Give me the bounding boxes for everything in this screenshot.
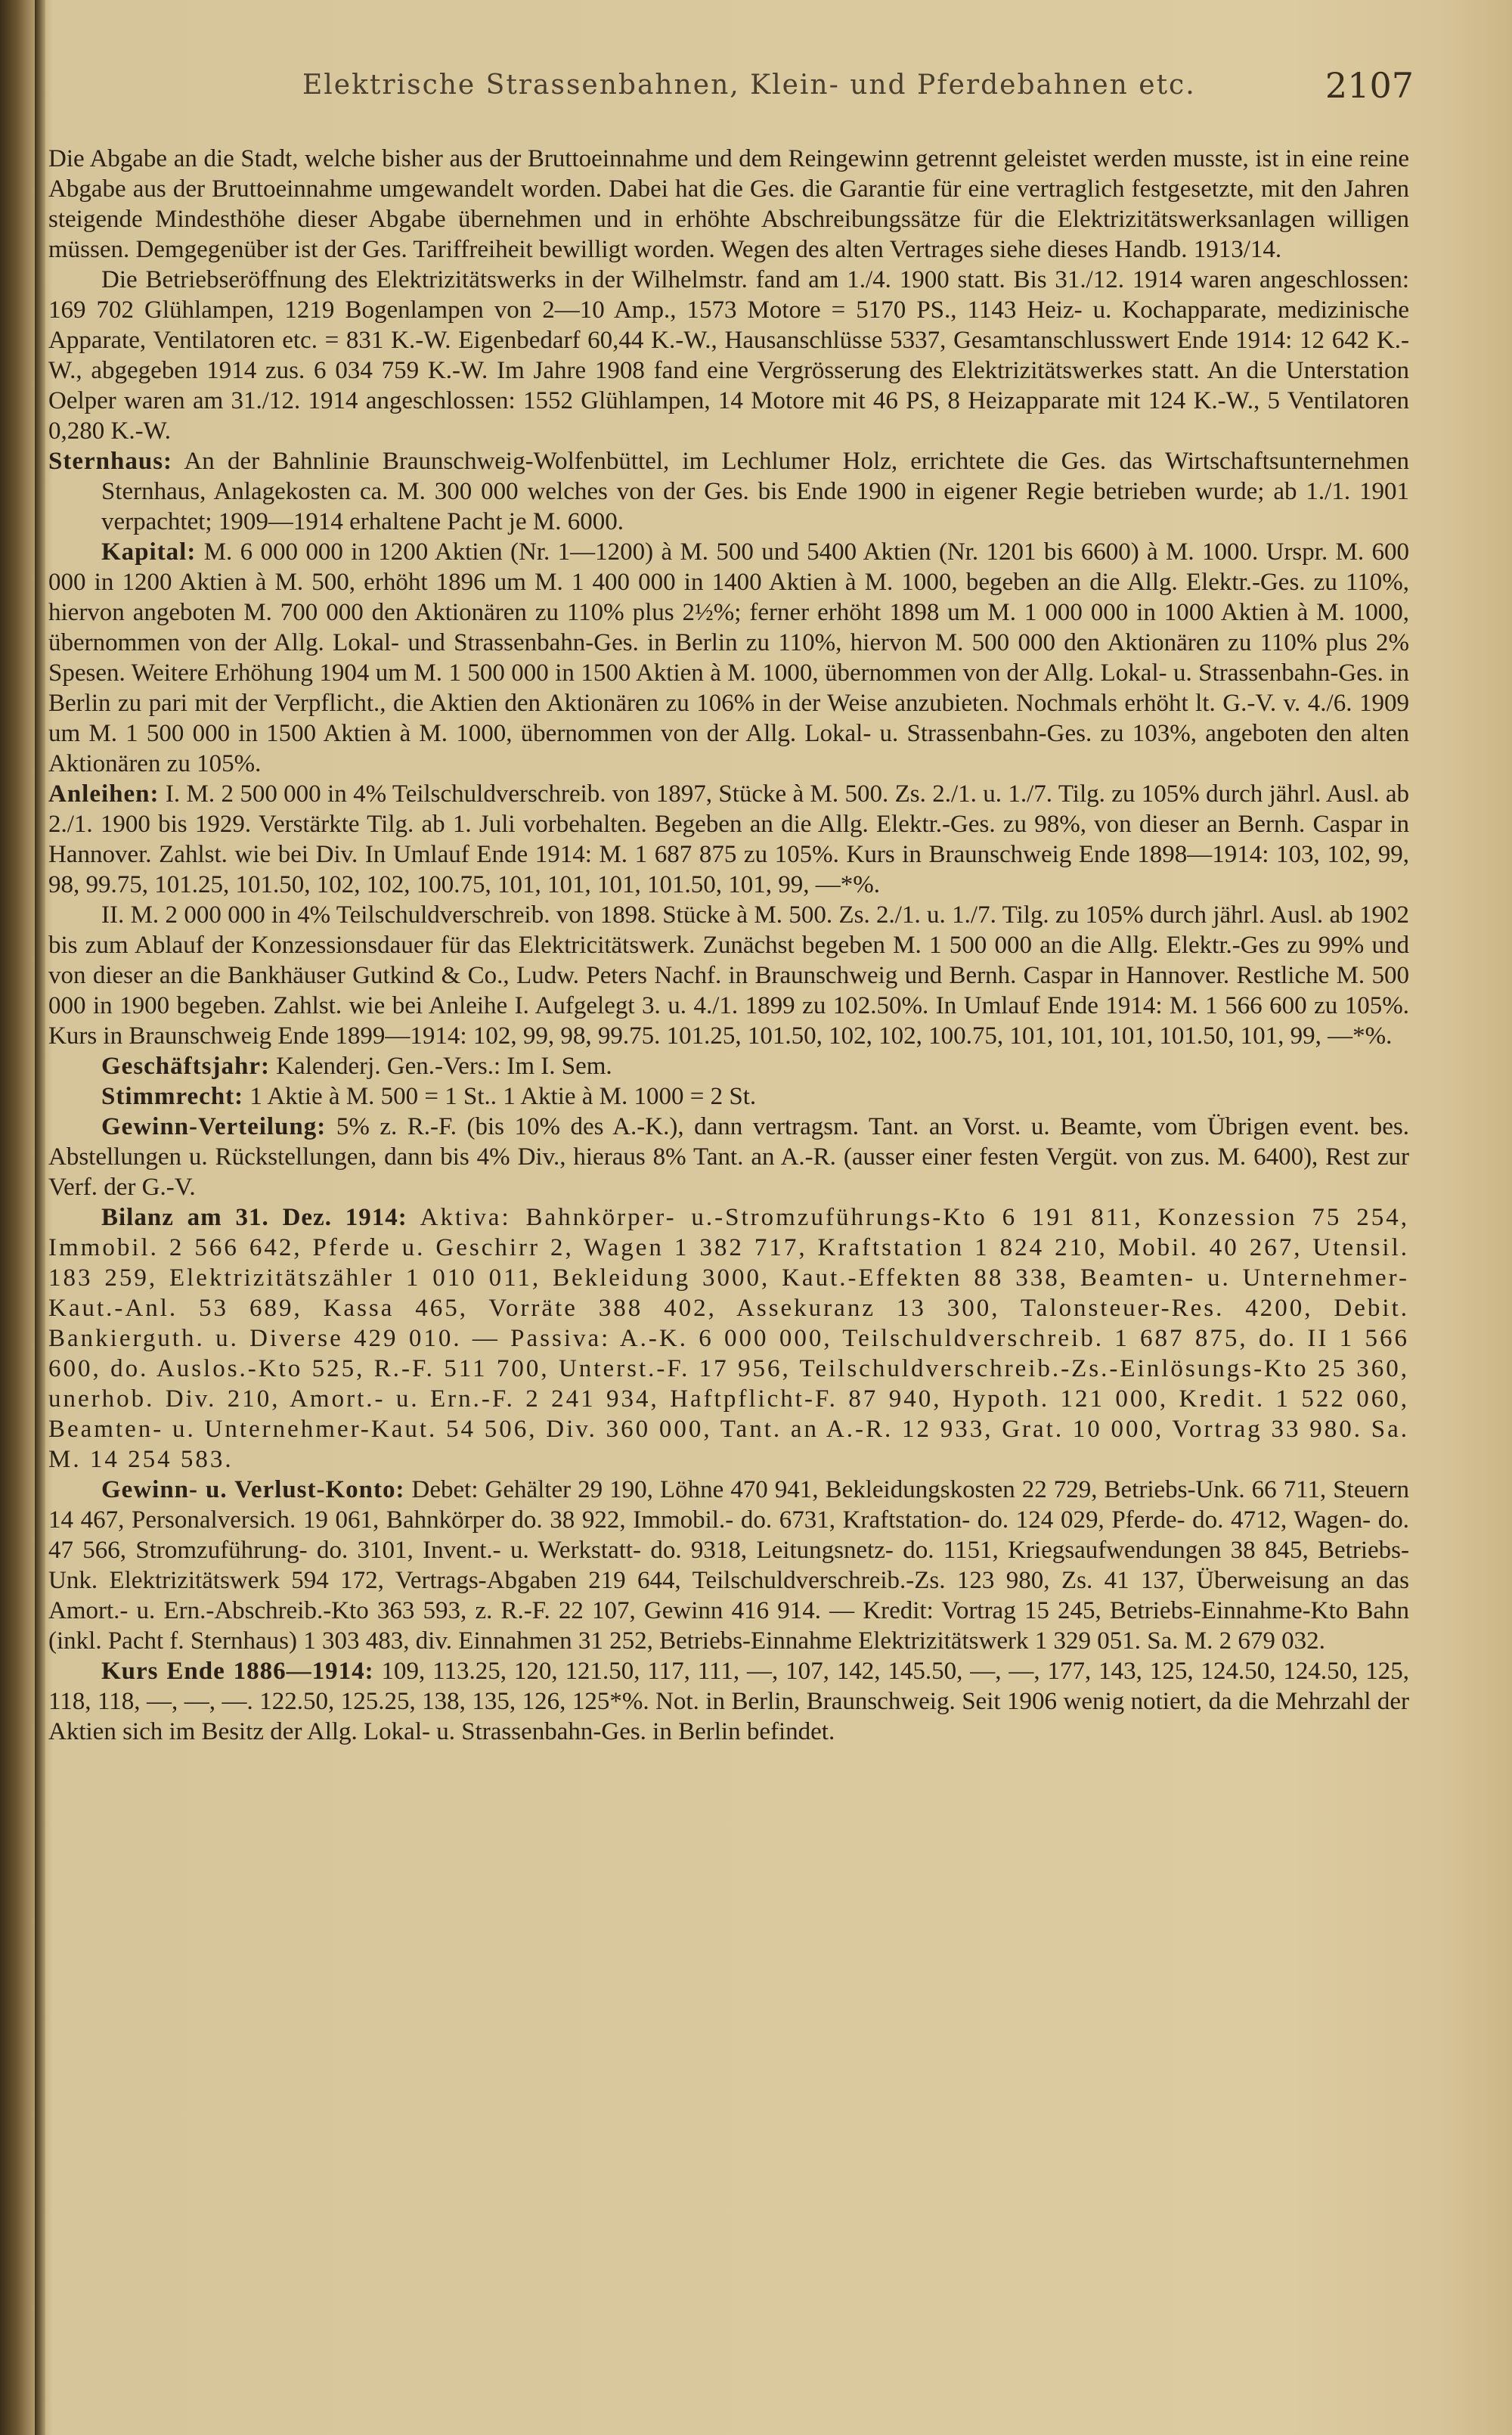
paragraph-text: Die Abgabe an die Stadt, welche bisher aus der Bruttoeinnahme und dem Reingewinn getrennt geleistet werden musste, ist in eine reine Abgabe aus der Bruttoeinnahme umgewandelt worden. Dabei hat die Ges. die Garantie für eine vertraglich festgesetzte, mit den Jahren steigende Mindesthöhe dieser Abgabe übernehmen und in erhöhte Abschreibungssätze für die Elektrizitätswerksanlagen willigen müssen. Demgegenüber ist der Ges. Tariffreiheit bewilligt worden. Wegen des alten Vertrages siehe dieses Handb. 1913/14. (48, 145, 1409, 263)
paragraph-abgabe (48, 144, 1409, 265)
paragraph-betriebseroeffnung (48, 265, 1409, 446)
paragraph-text: M. 6 000 000 in 1200 Aktien (Nr. 1—1200) à M. 500 und 5400 Aktien (Nr. 1201 bis 6600) à M. 1000. Urspr. M. 600 000 in 1200 Aktien à M. 500, erhöht 1896 um M. 1 400 000 in 1400 Aktien à M. 1000, begeben an die Allg. Elektr.-Ges. zu 110%, hiervon angeboten M. 700 000 den Aktionären zu 110% plus 2½%; ferner erhöht 1898 um M. 1 000 000 in 1000 Aktien à M. 1000, übernommen von der Allg. Lokal- und Strassenbahn-Ges. in Berlin zu 110%, hiervon M. 500 000 den Aktionären zu 110% plus 2% Spesen. Weitere Erhöhung 1904 um M. 1 500 000 in 1500 Aktien à M. 1000, übernommen von der Allg. Lokal- u. Strassenbahn-Ges. in Berlin zu pari mit der Verpflicht., die Aktien den Aktionären zu 106% in der Weise anzubieten. Nochmals erhöht lt. G.-V. v. 4./6. 1909 um M. 1 500 000 in 1500 Aktien à M. 1000, übernommen von der Allg. Lokal- u. Strassenbahn-Ges. zu 103%, angeboten den alten Aktionären zu 105%. (48, 538, 1410, 777)
paragraph-sternhaus (48, 446, 1409, 537)
section-label: Kurs Ende 1886—1914: (101, 1658, 374, 1685)
paragraph-bilanz (48, 1202, 1409, 1475)
paragraph-gewinn-verteilung (48, 1112, 1409, 1202)
paragraph-kurs (48, 1656, 1409, 1747)
paragraph-anleihen (48, 779, 1409, 900)
section-label: Sternhaus: (48, 448, 173, 475)
paragraph-text: II. M. 2 000 000 in 4% Teilschuldverschreib. von 1898. Stücke à M. 500. Zs. 2./1. u. 1./7. Tilg. zu 105% durch jährl. Ausl. ab 1902 bis zum Ablauf der Konzessionsdauer für das Elektricitätswerk. Zunächst begeben M. 1 500 000 an die Allg. Elektr.-Ges zu 99% und von dieser an die Bankhäuser Gutkind & Co., Ludw. Peters Nachf. in Braunschweig und Bernh. Caspar in Hannover. Restliche M. 500 000 in 1900 begeben. Zahlst. wie bei Anleihe I. Aufgelegt 3. u. 4./1. 1899 zu 102.50%. In Umlauf Ende 1914: M. 1 566 600 zu 105%. Kurs in Braunschweig Ende 1899—1914: 102, 99, 98, 99.75. 101.25, 101.50, 102, 102, 100.75, 101, 101, 101, 101.50, 101, 99, —*%. (48, 901, 1409, 1050)
book-binding-shadow (35, 0, 45, 2435)
paragraph-anleihe-ii (48, 900, 1409, 1051)
paragraph-text: 5% z. R.-F. (bis 10% des A.-K.), dann vertragsm. Tant. an Vorst. u. Beamte, vom Übrigen event. bes. Abstellungen u. Rückstellungen, dann bis 4% Div., hieraus 8% Tant. an A.-R. (ausser einer festen Vergüt. von zus. M. 6400), Rest zur Verf. der G.-V. (48, 1113, 1409, 1201)
page-body (48, 144, 1409, 1747)
paragraph-text: Aktiva: Bahnkörper- u.-Stromzuführungs-Kto 6 191 811, Konzession 75 254, Immobil. 2 566 642, Pferde u. Geschirr 2, Wagen 1 382 717, Kraftstation 1 824 210, Mobil. 40 267, Utensil. 183 259, Elektrizitätszähler 1 010 011, Bekleidung 3000, Kaut.-Effekten 88 338, Beamten- u. Unternehmer-Kaut.-Anl. 53 689, Kassa 465, Vorräte 388 402, Assekuranz 13 300, Talonsteuer-Res. 4200, Debit. Bankierguth. u. Diverse 429 010. — Passiva: A.-K. 6 000 000, Teilschuldverschreib. 1 687 875, do. II 1 566 600, do. Auslos.-Kto 525, R.-F. 511 700, Unterst.-F. 17 956, Teilschuldverschreib.-Zs.-Einlösungs-Kto 25 360, unerhob. Div. 210, Amort.- u. Ern.-F. 2 241 934, Haftpflicht-F. 87 940, Hypoth. 121 000, Kredit. 1 522 060, Beamten- u. Unternehmer-Kaut. 54 506, Div. 360 000, Tant. an A.-R. 12 933, Grat. 10 000, Vortrag 33 980. Sa. M. 14 254 583. (48, 1204, 1410, 1473)
section-label: Gewinn- u. Verlust-Konto: (101, 1476, 405, 1503)
paragraph-geschaeftsjahr (48, 1051, 1409, 1081)
paragraph-text: I. M. 2 500 000 in 4% Teilschuldverschreib. von 1897, Stücke à M. 500. Zs. 2./1. u. 1./7. Tilg. zu 105% durch jährl. Ausl. ab 2./1. 1900 bis 1929. Verstärkte Tilg. ab 1. Juli vorbehalten. Begeben an die Allg. Elektr.-Ges. zu 98%, von dieser an Bernh. Caspar in Hannover. Zahlst. wie bei Div. In Umlauf Ende 1914: M. 1 687 875 zu 105%. Kurs in Braunschweig Ende 1898—1914: 103, 102, 99, 98, 99.75, 101.25, 101.50, 102, 102, 100.75, 101, 101, 101, 101.50, 101, 99, —*%. (48, 780, 1409, 898)
section-label: Geschäftsjahr: (101, 1053, 270, 1080)
paragraph-text: An der Bahnlinie Braunschweig-Wolfenbüttel, im Lechlumer Holz, errichtete die Ges. das Wirtschaftsunternehmen Sternhaus, Anlagekosten ca. M. 300 000 welches von der Ges. bis Ende 1900 in eigener Regie betrieben wurde; ab 1./1. 1901 verpachtet; 1909—1914 erhaltene Pacht je M. 6000. (101, 448, 1409, 535)
page-header (302, 62, 1414, 115)
paragraph-text: Debet: Gehälter 29 190, Löhne 470 941, Bekleidungskosten 22 729, Betriebs-Unk. 66 711, Steuern 14 467, Personalversich. 19 061, Bahnkörper do. 38 922, Immobil.- do. 6731, Kraftstation- do. 124 029, Pferde- do. 4712, Wagen- do. 47 566, Stromzuführung- do. 3101, Invent.- u. Werkstatt- do. 9318, Leitungsnetz- do. 1151, Kriegsaufwendungen 38 845, Betriebs-Unk. Elektrizitätswerk 594 172, Vertrags-Abgaben 219 644, Teilschuldverschreib.-Zs. 123 980, Zs. 41 137, Überweisung an das Amort.- u. Ern.-Abschreib.-Kto 363 593, z. R.-F. 22 107, Gewinn 416 914. — Kredit: Vortrag 15 245, Betriebs-Einnahme-Kto Bahn (inkl. Pacht f. Sternhaus) 1 303 483, div. Einnahmen 31 252, Betriebs-Einnahme Elektrizitätswerk 1 329 051. Sa. M. 2 679 032. (48, 1476, 1409, 1655)
paragraph-text: 1 Aktie à M. 500 = 1 St.. 1 Aktie à M. 1000 = 2 St. (249, 1083, 757, 1110)
section-label: Gewinn-Verteilung: (101, 1113, 327, 1140)
page-number: 2107 (1325, 65, 1414, 106)
paragraph-kapital (48, 537, 1409, 779)
paragraph-gewinn-verlust (48, 1475, 1409, 1656)
running-head: Elektrische Strassenbahnen, Klein- und Pferdebahnen etc. (302, 70, 1196, 101)
paragraph-stimmrecht (48, 1081, 1409, 1112)
section-label: Stimmrecht: (101, 1083, 244, 1110)
section-label: Anleihen: (48, 780, 160, 808)
section-label: Kapital: (101, 538, 197, 566)
paragraph-text: Die Betriebseröffnung des Elektrizitätswerks in der Wilhelmstr. fand am 1./4. 1900 statt. Bis 31./12. 1914 waren angeschlossen: 169 702 Glühlampen, 1219 Bogenlampen von 2—10 Amp., 1573 Motore = 5170 PS., 1143 Heiz- u. Kochapparate, medizinische Apparate, Ventilatoren etc. = 831 K.-W. Eigenbedarf 60,44 K.-W., Hausanschlüsse 5337, Gesamtanschlusswert Ende 1914: 12 642 K.-W., abgegeben 1914 zus. 6 034 759 K.-W. Im Jahre 1908 fand eine Vergrösserung des Elektrizitätswerkes statt. An die Unterstation Oelper waren am 31./12. 1914 angeschlossen: 1552 Glühlampen, 14 Motore mit 46 PS, 8 Heizapparate mit 124 K.-W., 5 Ventilatoren 0,280 K.-W. (48, 266, 1409, 445)
paragraph-text: 109, 113.25, 120, 121.50, 117, 111, —, 107, 142, 145.50, —, —, 177, 143, 125, 124.50, 124.50, 125, 118, 118, —, —, —. 122.50, 125.25, 138, 135, 126, 125*%. Not. in Berlin, Braunschweig. Seit 1906 wenig notiert, da die Mehrzahl der Aktien sich im Besitz der Allg. Lokal- u. Strassenbahn-Ges. in Berlin befindet. (48, 1658, 1409, 1745)
section-label: Bilanz am 31. Dez. 1914: (101, 1204, 407, 1231)
paragraph-text: Kalenderj. Gen.-Vers.: Im I. Sem. (276, 1053, 612, 1080)
